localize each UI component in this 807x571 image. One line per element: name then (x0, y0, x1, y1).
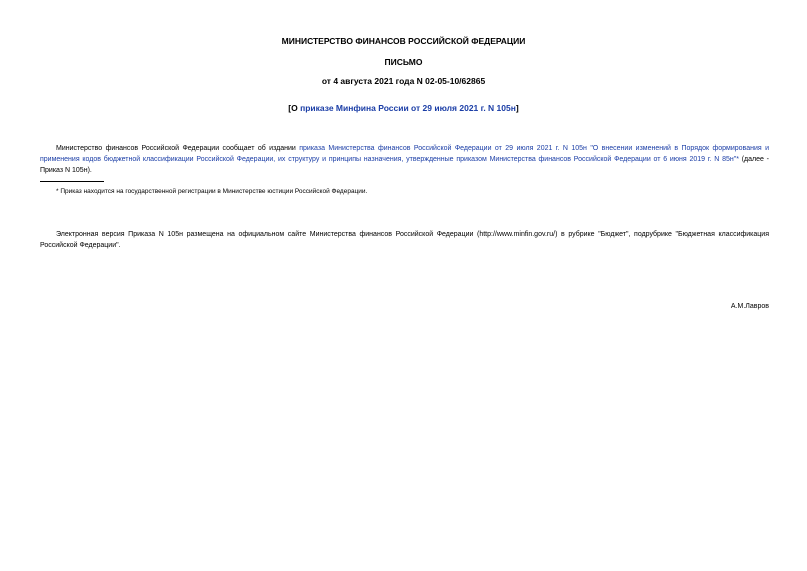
subject-open-bracket: [О (288, 103, 301, 113)
subject-link[interactable]: приказе Минфина России от 29 июля 2021 г. N 105н (300, 103, 516, 113)
paragraph-text: Министерство финансов Российской Федерации сообщает об издании (56, 145, 300, 152)
issuer-heading: МИНИСТЕРСТВО ФИНАНСОВ РОССИЙСКОЙ ФЕДЕРАЦИИ (281, 36, 526, 46)
document-type-heading: ПИСЬМО (384, 57, 423, 67)
footnote-divider (40, 181, 104, 182)
footnote-text: * Приказ находится на государственной регистрации в Министерстве юстиции Российской Федерации. (56, 188, 368, 195)
paragraph-order-issued (40, 143, 769, 176)
subject-heading (0, 103, 807, 114)
order-link[interactable]: приказа Министерства финансов Российской Федерации от 29 июля 2021 г. N 105н "О внесении изменений в Порядок формирования и применения кодов бюджетной классификации Российской Федерации, их структуру и принципы назначения, утвержденные приказом Министерства финансов Российской Федерации от 6 июня 2019 г. N 85н"* (40, 145, 769, 163)
date-number-heading: от 4 августа 2021 года N 02-05-10/62865 (321, 76, 486, 86)
paragraph-text: (далее - Приказ N 105н). (40, 156, 769, 174)
subject-close-bracket: ] (515, 103, 519, 113)
signature: А.М.Лавров (730, 303, 769, 310)
paragraph-electronic-version: Электронная версия Приказа N 105н размещена на официальном сайте Министерства финансов Российской Федерации (http://www.minfin.gov.ru/) в рубрике "Бюджет", подрубрике "Бюджетная классификация Российской Федерации". (40, 231, 769, 249)
